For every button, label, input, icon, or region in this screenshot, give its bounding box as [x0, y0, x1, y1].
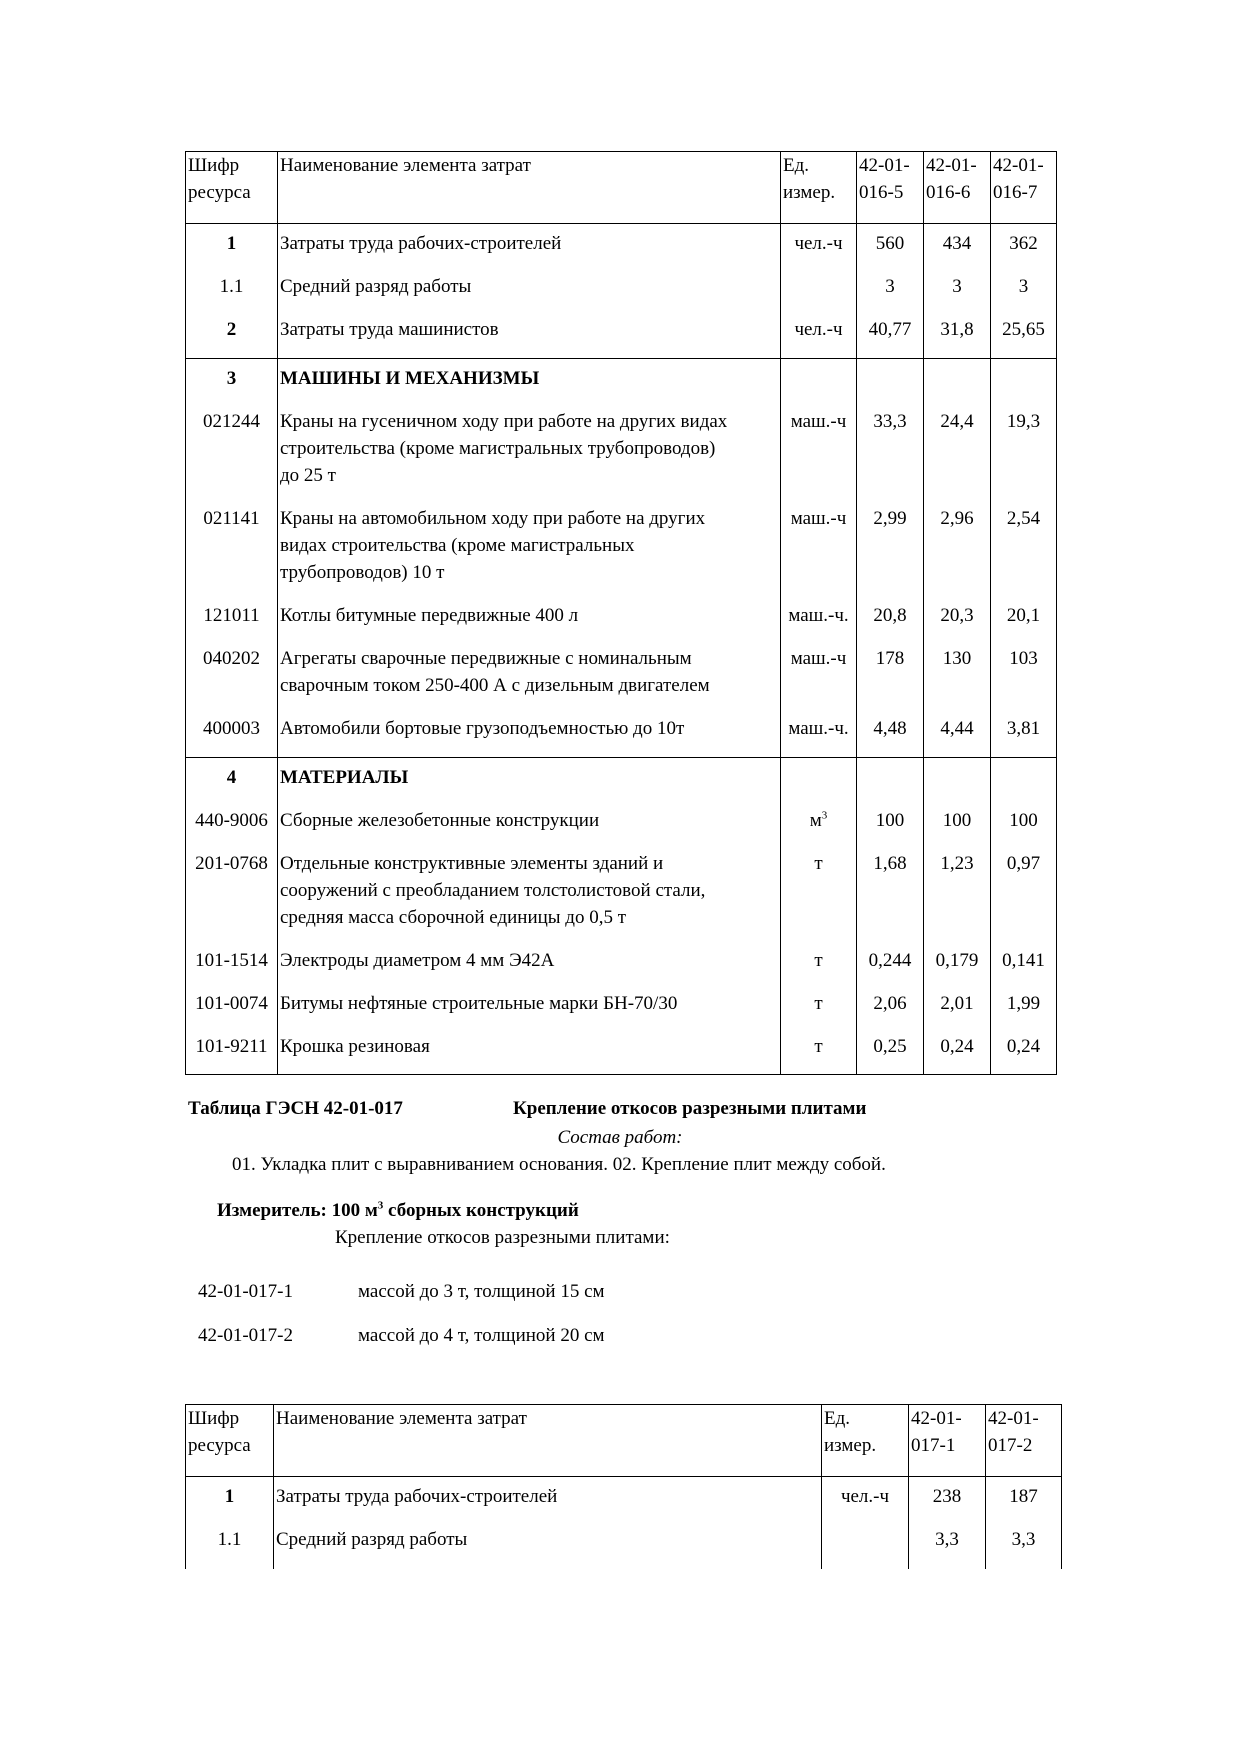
cell-unit-text: т [814, 993, 823, 1014]
cell-name-line: Сборные железобетонные конструкции [280, 810, 600, 831]
resource-table-017 [185, 1404, 1062, 1569]
cell-value: 33,3 [857, 408, 924, 505]
works-text: 01. Укладка плит с выравниванием основания. 02. Крепление плит между собой. [232, 1154, 886, 1175]
cell-code: 4 [186, 758, 278, 808]
header-code [186, 152, 278, 224]
header-code [186, 1405, 274, 1477]
cell-code: 021244 [186, 408, 278, 505]
header-code-line: Шифр [188, 155, 240, 176]
cell-name-line: Битумы нефтяные строительные марки БН-70/30 [280, 993, 678, 1014]
cell-name-line: Затраты труда рабочих-строителей [276, 1486, 558, 1507]
cell-name-line: строительства (кроме магистральных трубопроводов) [280, 438, 716, 459]
cell-name-line: сооружений с преобладанием толстолистовой стали, [280, 880, 706, 901]
cell-code: 1 [186, 224, 278, 274]
cell-code: 201-0768 [186, 850, 278, 947]
header-code-line: ресурса [188, 1435, 251, 1456]
header-norm-line: 42-01- [993, 155, 1044, 176]
cell-name-line: сварочным током 250-400 А с дизельным двигателем [280, 675, 710, 696]
cell-value: 3,3 [909, 1526, 986, 1569]
cell-code: 121011 [186, 602, 278, 645]
cell-value: 4,48 [857, 715, 924, 758]
cell-value: 0,141 [991, 947, 1057, 990]
cell-name [278, 850, 781, 947]
header-norm-code [986, 1405, 1062, 1477]
header-name: Наименование элемента затрат [278, 152, 781, 224]
header-norm-code [909, 1405, 986, 1477]
cell-value: 20,3 [924, 602, 991, 645]
cell-value: 0,179 [924, 947, 991, 990]
cell-name-line: Агрегаты сварочные передвижные с номинальным [280, 648, 692, 669]
header-unit-line: Ед. [783, 155, 810, 176]
cell-value: 2,54 [991, 505, 1057, 602]
cell-code: 101-0074 [186, 990, 278, 1033]
cell-unit [781, 602, 857, 645]
cell-value: 1,23 [924, 850, 991, 947]
cell-code: 3 [186, 359, 278, 409]
cell-value: 178 [857, 645, 924, 715]
cell-value: 19,3 [991, 408, 1057, 505]
cell-value [857, 359, 924, 409]
table-row [186, 224, 1057, 274]
cell-name-line: Котлы битумные передвижные 400 л [280, 605, 579, 626]
table-row [186, 947, 1057, 990]
cell-unit [781, 224, 857, 274]
cell-unit-text: маш.-ч [790, 508, 847, 529]
cell-name-line: Средний разряд работы [276, 1529, 468, 1550]
table-title: Крепление откосов разрезными плитами [513, 1098, 867, 1119]
cell-value: 20,1 [991, 602, 1057, 645]
cell-name-line: Краны на гусеничном ходу при работе на других видах [280, 411, 728, 432]
cell-code: 1 [186, 1477, 274, 1527]
cell-name [278, 602, 781, 645]
cell-code: 1.1 [186, 1526, 274, 1569]
cell-value: 0,97 [991, 850, 1057, 947]
header-code-line: ресурса [188, 182, 251, 203]
cell-unit [781, 505, 857, 602]
cell-value: 0,25 [857, 1033, 924, 1075]
table-row [186, 1033, 1057, 1075]
cell-name [274, 1526, 822, 1569]
cell-name [278, 807, 781, 850]
table-row [186, 273, 1057, 316]
cell-name-line: МАШИНЫ И МЕХАНИЗМЫ [280, 368, 540, 389]
norm-item-text: массой до 4 т, толщиной 20 см [358, 1325, 605, 1346]
table-header-row [186, 1405, 1062, 1477]
cell-value: 25,65 [991, 316, 1057, 359]
header-norm-line: 42-01- [988, 1408, 1039, 1429]
cell-unit-text: чел.-ч [794, 233, 843, 254]
table-row [186, 602, 1057, 645]
cell-value: 31,8 [924, 316, 991, 359]
cell-unit-text: т [814, 853, 823, 874]
norm-item-code: 42-01-017-1 [198, 1281, 293, 1302]
cell-unit [822, 1526, 909, 1569]
cell-name [278, 224, 781, 274]
table-row [186, 990, 1057, 1033]
cell-name-line: трубопроводов) 10 т [280, 562, 445, 583]
cell-name-line: видах строительства (кроме магистральных [280, 535, 635, 556]
cell-name-line: Затраты труда машинистов [280, 319, 499, 340]
cell-value [991, 758, 1057, 808]
cell-unit [781, 359, 857, 409]
cell-code: 2 [186, 316, 278, 359]
cell-value: 560 [857, 224, 924, 274]
works-label: Состав работ: [557, 1127, 683, 1148]
cell-code: 1.1 [186, 273, 278, 316]
cell-name [278, 947, 781, 990]
cell-value: 2,99 [857, 505, 924, 602]
cell-value: 3,3 [986, 1526, 1062, 1569]
cell-unit [781, 1033, 857, 1075]
cell-name-line: Затраты труда рабочих-строителей [280, 233, 562, 254]
cell-unit [781, 645, 857, 715]
cell-name [278, 758, 781, 808]
measure-label: Измеритель: 100 $м^3$ сборных конструкций [217, 1199, 579, 1221]
cell-value: 100 [924, 807, 991, 850]
cell-value [857, 758, 924, 808]
cell-name-line: Автомобили бортовые грузоподъемностью до 10т [280, 718, 685, 739]
table-row [186, 758, 1057, 808]
header-norm-line: 016-5 [859, 182, 904, 203]
cell-value: 103 [991, 645, 1057, 715]
table-label: Таблица ГЭСН 42-01-017 [188, 1098, 403, 1119]
cell-unit [781, 316, 857, 359]
cell-value: 130 [924, 645, 991, 715]
cell-value [924, 359, 991, 409]
cell-unit-text: маш.-ч. [788, 605, 849, 626]
cell-unit [781, 758, 857, 808]
cell-value: 2,96 [924, 505, 991, 602]
norm-item-text: массой до 3 т, толщиной 15 см [358, 1281, 605, 1302]
cell-unit-text: т [814, 950, 823, 971]
cell-unit-text: чел.-ч [794, 319, 843, 340]
cell-value: 100 [857, 807, 924, 850]
table-row [186, 715, 1057, 758]
cell-name-line: Крошка резиновая [280, 1036, 430, 1057]
header-norm-code [857, 152, 924, 224]
cell-value: 1,99 [991, 990, 1057, 1033]
table-row [186, 850, 1057, 947]
cell-name [278, 316, 781, 359]
cell-value: 3 [991, 273, 1057, 316]
cell-value: 0,244 [857, 947, 924, 990]
table-row [186, 408, 1057, 505]
cell-code: 040202 [186, 645, 278, 715]
cell-value: 3 [857, 273, 924, 316]
table-row [186, 505, 1057, 602]
cell-unit-text: маш.-ч [790, 411, 847, 432]
section-subtitle: Крепление откосов разрезными плитами: [335, 1227, 670, 1248]
cell-name-line: Средний разряд работы [280, 276, 472, 297]
cell-unit-text: чел.-ч [840, 1486, 890, 1507]
cell-value: 238 [909, 1477, 986, 1527]
cell-value: 20,8 [857, 602, 924, 645]
cell-name [278, 505, 781, 602]
header-unit-line: измер. [824, 1435, 877, 1456]
header-unit-line: измер. [783, 182, 836, 203]
cell-value: 0,24 [991, 1033, 1057, 1075]
cell-name [278, 645, 781, 715]
cell-value [991, 359, 1057, 409]
header-norm-code [991, 152, 1057, 224]
cell-value: 40,77 [857, 316, 924, 359]
cell-value: 4,44 [924, 715, 991, 758]
cell-name [274, 1477, 822, 1527]
cell-name [278, 1033, 781, 1075]
cell-value: 1,68 [857, 850, 924, 947]
cell-value: 187 [986, 1477, 1062, 1527]
cell-value: 3 [924, 273, 991, 316]
cell-name [278, 990, 781, 1033]
cell-code: 101-9211 [186, 1033, 278, 1075]
cell-unit [781, 408, 857, 505]
header-norm-code [924, 152, 991, 224]
cell-value: 2,06 [857, 990, 924, 1033]
cell-name [278, 408, 781, 505]
cell-value: 2,01 [924, 990, 991, 1033]
cell-unit [781, 807, 857, 850]
cell-unit-text: т [814, 1036, 823, 1057]
header-norm-line: 42-01- [859, 155, 910, 176]
table-header-row [186, 152, 1057, 224]
header-norm-line: 017-1 [911, 1435, 956, 1456]
cell-code: 101-1514 [186, 947, 278, 990]
header-norm-line: 016-6 [926, 182, 971, 203]
cell-unit [781, 947, 857, 990]
table-row [186, 1477, 1062, 1527]
cell-unit [781, 990, 857, 1033]
header-unit [822, 1405, 909, 1477]
cell-value: 24,4 [924, 408, 991, 505]
header-norm-line: 42-01- [926, 155, 977, 176]
cell-value [924, 758, 991, 808]
cell-code: 440-9006 [186, 807, 278, 850]
table-row [186, 807, 1057, 850]
cell-unit-text: м [809, 810, 822, 831]
cell-code: 021141 [186, 505, 278, 602]
resource-table-016 [185, 151, 1057, 1075]
cell-name-line: Электроды диаметром 4 мм Э42А [280, 950, 555, 971]
header-norm-line: 017-2 [988, 1435, 1033, 1456]
header-code-line: Шифр [188, 1408, 240, 1429]
cell-code: 400003 [186, 715, 278, 758]
cell-name-line: Краны на автомобильном ходу при работе на других [280, 508, 706, 529]
header-unit-line: Ед. [824, 1408, 851, 1429]
cell-name-line: МАТЕРИАЛЫ [280, 767, 409, 788]
cell-name [278, 359, 781, 409]
cell-value: 100 [991, 807, 1057, 850]
cell-unit-sup: 3 [821, 809, 828, 822]
table-row [186, 645, 1057, 715]
cell-name [278, 715, 781, 758]
cell-unit [781, 850, 857, 947]
cell-unit-text: маш.-ч [790, 648, 847, 669]
cell-name-line: средняя масса сборочной единицы до 0,5 т [280, 907, 627, 928]
cell-value: 362 [991, 224, 1057, 274]
table-row [186, 359, 1057, 409]
header-norm-line: 42-01- [911, 1408, 962, 1429]
table-row [186, 316, 1057, 359]
header-name: Наименование элемента затрат [274, 1405, 822, 1477]
cell-value: 0,24 [924, 1033, 991, 1075]
header-norm-line: 016-7 [993, 182, 1038, 203]
cell-name [278, 273, 781, 316]
cell-unit [781, 715, 857, 758]
norm-item-code: 42-01-017-2 [198, 1325, 293, 1346]
cell-value: 3,81 [991, 715, 1057, 758]
cell-name-line: Отдельные конструктивные элементы зданий и [280, 853, 664, 874]
table-row [186, 1526, 1062, 1569]
cell-name-line: до 25 т [280, 465, 336, 486]
header-unit [781, 152, 857, 224]
cell-unit-text: маш.-ч. [788, 718, 849, 739]
cell-value: 434 [924, 224, 991, 274]
cell-unit [822, 1477, 909, 1527]
cell-unit [781, 273, 857, 316]
